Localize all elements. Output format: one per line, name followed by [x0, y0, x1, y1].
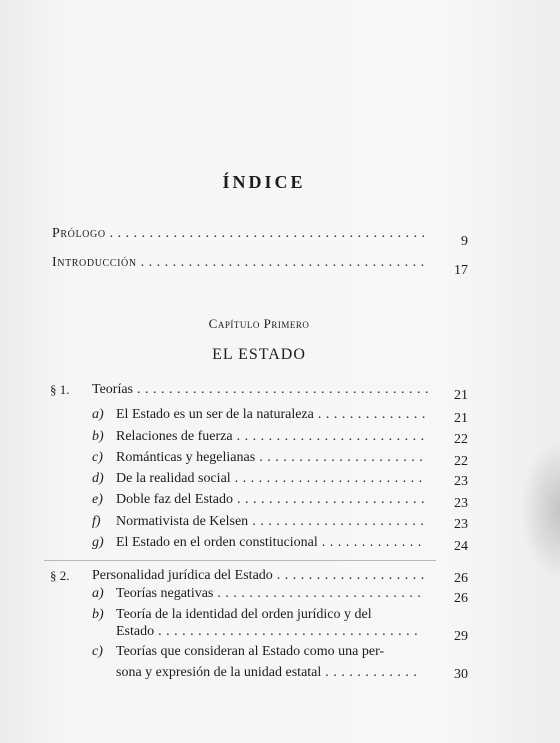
toc-subentry[interactable] — [0, 469, 560, 489]
chapter-title: EL ESTADO — [212, 346, 306, 363]
toc-entry-label: De la realidad social . . . — [116, 469, 426, 489]
item-letter: f) — [92, 514, 101, 529]
toc-subentry[interactable] — [0, 533, 560, 553]
chapter-label: Capítulo Primero — [208, 316, 310, 331]
toc-subentry[interactable] — [0, 405, 560, 425]
toc-entry-page: 26 — [454, 571, 468, 586]
toc-entry-label: Teorías negativas . . . — [116, 584, 426, 604]
toc-subentry[interactable] — [0, 642, 560, 682]
section-marker: § 2. — [50, 568, 70, 583]
toc-entry-label: Relaciones de fuerza . . . — [116, 427, 426, 447]
toc-entry-label: Teorías . . . — [92, 380, 428, 400]
toc-entry-page: 23 — [454, 496, 468, 511]
toc-subentry[interactable] — [0, 605, 560, 645]
item-letter: g) — [92, 535, 104, 550]
toc-entry-page: 17 — [454, 263, 468, 278]
toc-subentry[interactable] — [0, 490, 560, 510]
item-letter: b) — [92, 607, 104, 622]
toc-entry-page: 24 — [454, 539, 468, 554]
toc-section-1[interactable] — [0, 380, 560, 403]
toc-entry-label: Románticas y hegelianas . . . — [116, 448, 426, 468]
toc-entry-page: 26 — [454, 591, 468, 606]
toc-entry-page: 30 — [454, 667, 468, 682]
toc-entry-label: Personalidad jurídica del Estado . . . — [92, 566, 426, 586]
toc-entry-page: 22 — [454, 454, 468, 469]
toc-section-2[interactable] — [0, 566, 560, 586]
item-letter: d) — [92, 471, 104, 486]
toc-entry-label: Doble faz del Estado . . . — [116, 490, 426, 510]
toc-entry-label-line2: Estado . . . — [116, 622, 422, 642]
item-letter: a) — [92, 407, 104, 422]
toc-entry-label: Introducción . . . — [52, 253, 424, 273]
section-divider — [44, 560, 436, 561]
toc-entry-label-line1: Teorías que consideran al Estado como una per- — [116, 644, 385, 659]
toc-entry-page: 9 — [461, 234, 468, 249]
toc-subentry[interactable] — [0, 448, 560, 468]
toc-entry-page: 23 — [454, 517, 468, 532]
toc-subentry[interactable] — [0, 584, 560, 604]
toc-entry-label-line2: sona y expresión de la unidad estatal . . . — [116, 663, 422, 683]
toc-entry-page: 21 — [454, 388, 468, 403]
toc-entry-page: 22 — [454, 432, 468, 447]
item-letter: a) — [92, 586, 104, 601]
toc-entry-page: 23 — [454, 474, 468, 489]
item-letter: c) — [92, 644, 103, 659]
toc-entry-label: Normativista de Kelsen . . . — [116, 512, 426, 532]
item-letter: c) — [92, 450, 103, 465]
item-letter: b) — [92, 429, 104, 444]
page-title: ÍNDICE — [222, 172, 306, 192]
toc-entry-page: 29 — [454, 629, 468, 644]
toc-entry-label: Prólogo . . . — [52, 224, 424, 244]
item-letter: e) — [92, 492, 103, 507]
toc-subentry[interactable] — [0, 512, 560, 532]
section-marker: § 1. — [50, 382, 70, 397]
toc-subentry[interactable] — [0, 427, 560, 447]
toc-entry-label: El Estado es un ser de la naturaleza . . . — [116, 405, 426, 425]
toc-entry-label-line1: Teoría de la identidad del orden jurídico y del — [116, 607, 372, 622]
toc-entry-introduccion[interactable] — [0, 253, 560, 278]
toc-entry-label: El Estado en el orden constitucional . . . — [116, 533, 426, 553]
toc-entry-prologo[interactable] — [0, 224, 560, 249]
toc-entry-page: 21 — [454, 411, 468, 426]
